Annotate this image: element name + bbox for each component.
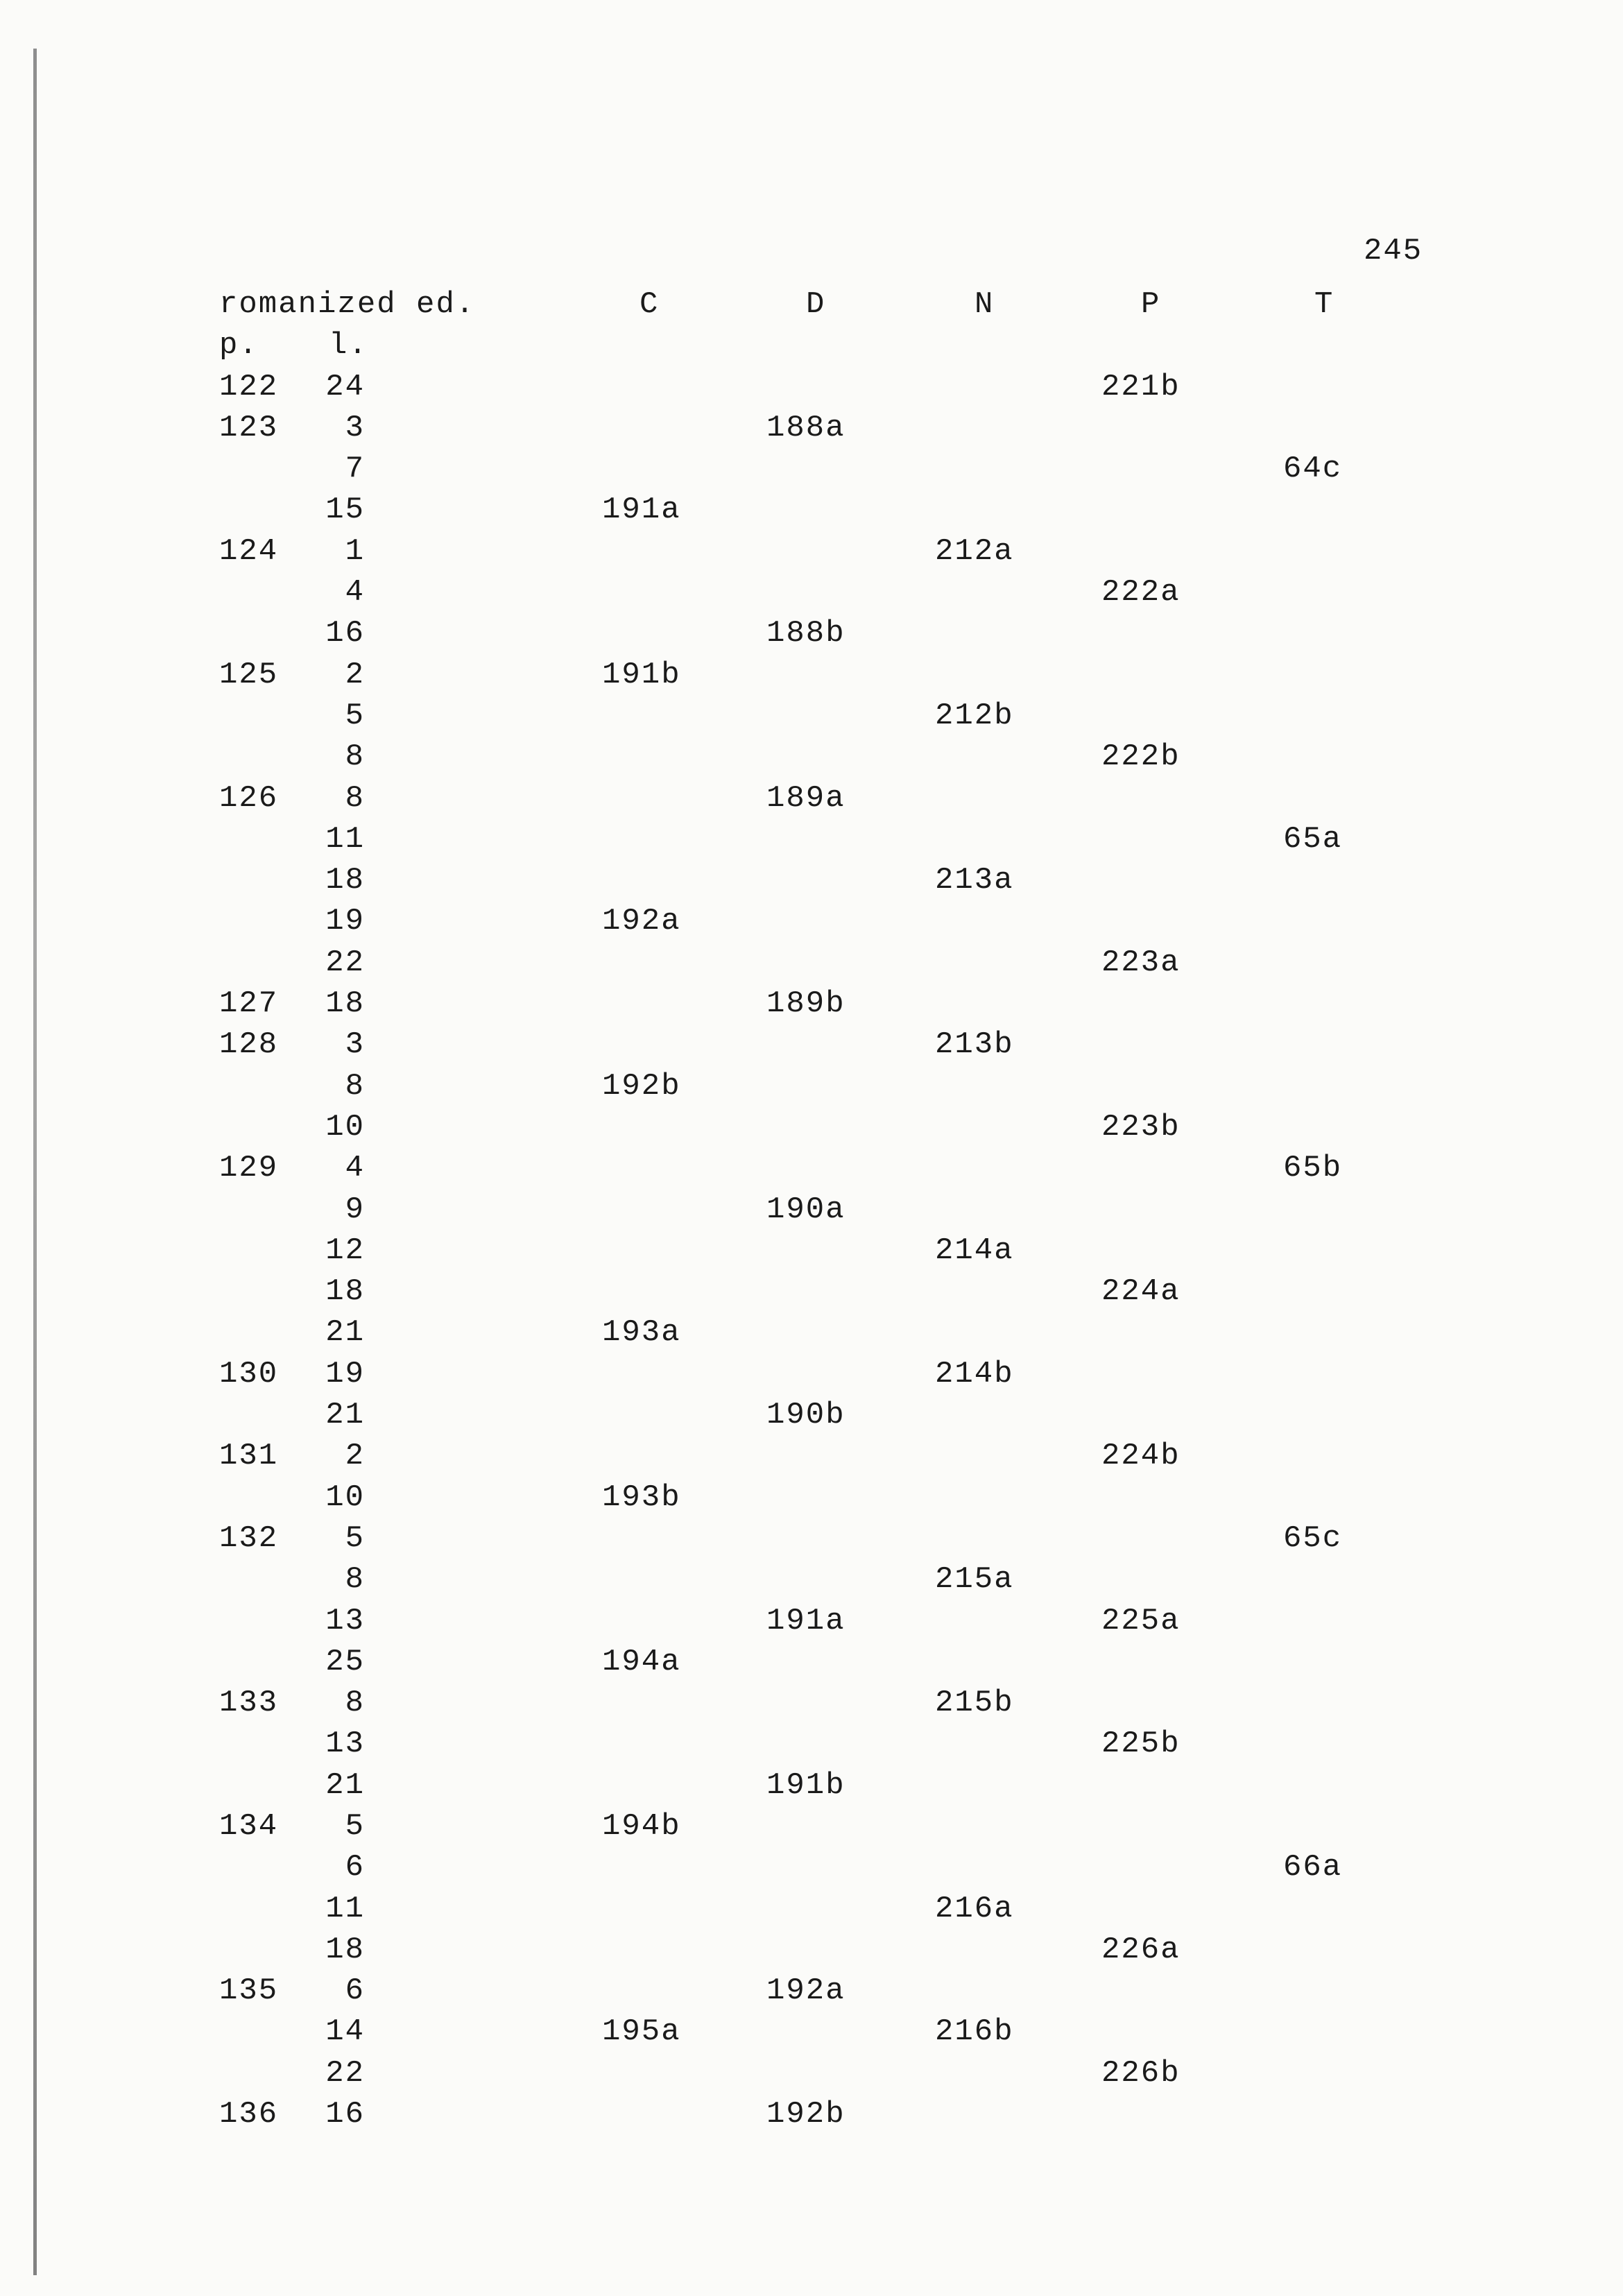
cell-n: 215b bbox=[935, 1686, 1014, 1721]
table-row bbox=[0, 1477, 1623, 1518]
row-line: 11 bbox=[325, 1891, 365, 1926]
table-row bbox=[0, 819, 1623, 860]
table-row bbox=[0, 449, 1623, 490]
cell-p: 221b bbox=[1101, 369, 1180, 404]
row-line: 8 bbox=[345, 1562, 365, 1597]
cell-d: 188b bbox=[766, 616, 845, 651]
subheader-page: p. bbox=[219, 328, 259, 363]
header-col-c: C bbox=[639, 287, 660, 322]
header-col-p: P bbox=[1141, 287, 1161, 322]
cell-p: 223b bbox=[1101, 1109, 1180, 1145]
row-line: 10 bbox=[325, 1109, 365, 1145]
cell-p: 222b bbox=[1101, 739, 1180, 775]
row-page: 122 bbox=[219, 369, 279, 404]
row-line: 8 bbox=[345, 780, 365, 816]
row-line: 9 bbox=[345, 1192, 365, 1227]
table-row bbox=[0, 1889, 1623, 1930]
table-row bbox=[0, 2053, 1623, 2094]
table-row bbox=[0, 572, 1623, 613]
header-col-d: D bbox=[806, 287, 826, 322]
row-line: 2 bbox=[345, 657, 365, 692]
cell-p: 225a bbox=[1101, 1603, 1180, 1638]
table-row bbox=[0, 1271, 1623, 1312]
row-line: 10 bbox=[325, 1480, 365, 1515]
header-col-t: T bbox=[1314, 287, 1334, 322]
row-page: 128 bbox=[219, 1027, 279, 1063]
cell-d: 192b bbox=[766, 2097, 845, 2132]
table-row bbox=[0, 1930, 1623, 1971]
row-page: 133 bbox=[219, 1686, 279, 1721]
row-page: 136 bbox=[219, 2097, 279, 2132]
table-row bbox=[0, 2094, 1623, 2135]
row-line: 8 bbox=[345, 1068, 365, 1104]
row-line: 25 bbox=[325, 1644, 365, 1679]
row-line: 19 bbox=[325, 1356, 365, 1391]
row-line: 12 bbox=[325, 1233, 365, 1268]
row-page: 124 bbox=[219, 533, 279, 569]
header-col-n: N bbox=[974, 287, 995, 322]
table-row bbox=[0, 943, 1623, 984]
table-row bbox=[0, 1231, 1623, 1271]
cell-n: 216a bbox=[935, 1891, 1014, 1926]
table-row bbox=[0, 1642, 1623, 1683]
table-row bbox=[0, 1190, 1623, 1231]
header-row bbox=[0, 284, 1623, 325]
subheader-row bbox=[0, 325, 1623, 366]
cell-d: 190a bbox=[766, 1192, 845, 1227]
row-line: 14 bbox=[325, 2014, 365, 2050]
cell-t: 65c bbox=[1283, 1520, 1343, 1556]
row-page: 130 bbox=[219, 1356, 279, 1391]
row-line: 24 bbox=[325, 369, 365, 404]
cell-d: 189b bbox=[766, 986, 845, 1022]
cell-p: 222a bbox=[1101, 575, 1180, 610]
cell-p: 225b bbox=[1101, 1727, 1180, 1762]
table-row bbox=[0, 408, 1623, 449]
row-line: 19 bbox=[325, 904, 365, 939]
row-line: 18 bbox=[325, 1932, 365, 1967]
table-row bbox=[0, 531, 1623, 572]
cell-c: 195a bbox=[602, 2014, 681, 2050]
cell-n: 214a bbox=[935, 1233, 1014, 1268]
row-line: 5 bbox=[345, 1520, 365, 1556]
row-line: 5 bbox=[345, 1808, 365, 1844]
row-line: 13 bbox=[325, 1603, 365, 1638]
table-row bbox=[0, 1395, 1623, 1436]
row-line: 21 bbox=[325, 1398, 365, 1433]
concordance-table bbox=[0, 284, 1623, 2135]
table-row bbox=[0, 1806, 1623, 1847]
row-line: 5 bbox=[345, 698, 365, 733]
cell-p: 224a bbox=[1101, 1274, 1180, 1310]
table-row bbox=[0, 1683, 1623, 1724]
table-row bbox=[0, 1354, 1623, 1395]
row-line: 11 bbox=[325, 821, 365, 857]
cell-c: 191a bbox=[602, 492, 681, 528]
cell-p: 224b bbox=[1101, 1439, 1180, 1474]
table-body bbox=[0, 367, 1623, 2136]
table-row bbox=[0, 2012, 1623, 2053]
row-page: 129 bbox=[219, 1151, 279, 1186]
table-row bbox=[0, 696, 1623, 737]
table-row bbox=[0, 490, 1623, 531]
cell-c: 194a bbox=[602, 1644, 681, 1679]
cell-c: 193a bbox=[602, 1315, 681, 1351]
cell-c: 192a bbox=[602, 904, 681, 939]
row-page: 131 bbox=[219, 1439, 279, 1474]
cell-t: 64c bbox=[1283, 452, 1343, 487]
cell-t: 65b bbox=[1283, 1151, 1343, 1186]
cell-n: 213b bbox=[935, 1027, 1014, 1063]
row-page: 132 bbox=[219, 1520, 279, 1556]
table-row bbox=[0, 1025, 1623, 1065]
table-row bbox=[0, 1559, 1623, 1600]
table-row bbox=[0, 1847, 1623, 1888]
table-row bbox=[0, 613, 1623, 654]
cell-t: 65a bbox=[1283, 821, 1343, 857]
row-line: 21 bbox=[325, 1767, 365, 1803]
row-page: 134 bbox=[219, 1808, 279, 1844]
row-line: 22 bbox=[325, 945, 365, 980]
row-line: 18 bbox=[325, 986, 365, 1022]
row-line: 15 bbox=[325, 492, 365, 528]
table-row bbox=[0, 860, 1623, 901]
cell-n: 214b bbox=[935, 1356, 1014, 1391]
row-page: 126 bbox=[219, 780, 279, 816]
row-line: 4 bbox=[345, 575, 365, 610]
row-line: 16 bbox=[325, 616, 365, 651]
table-row bbox=[0, 1312, 1623, 1353]
row-line: 3 bbox=[345, 1027, 365, 1063]
cell-t: 66a bbox=[1283, 1850, 1343, 1885]
table-row bbox=[0, 984, 1623, 1025]
cell-n: 213a bbox=[935, 863, 1014, 898]
cell-d: 191a bbox=[766, 1603, 845, 1638]
table-row bbox=[0, 367, 1623, 408]
table-row bbox=[0, 1107, 1623, 1148]
table-row bbox=[0, 901, 1623, 942]
cell-n: 212b bbox=[935, 698, 1014, 733]
cell-p: 226b bbox=[1101, 2055, 1180, 2091]
table-row bbox=[0, 737, 1623, 778]
table-row bbox=[0, 1724, 1623, 1765]
cell-c: 194b bbox=[602, 1808, 681, 1844]
row-line: 21 bbox=[325, 1315, 365, 1351]
cell-c: 191b bbox=[602, 657, 681, 692]
table-row bbox=[0, 1601, 1623, 1642]
cell-p: 226a bbox=[1101, 1932, 1180, 1967]
cell-c: 192b bbox=[602, 1068, 681, 1104]
cell-n: 216b bbox=[935, 2014, 1014, 2050]
row-line: 13 bbox=[325, 1727, 365, 1762]
cell-d: 192a bbox=[766, 1973, 845, 2009]
cell-c: 193b bbox=[602, 1480, 681, 1515]
cell-n: 212a bbox=[935, 533, 1014, 569]
row-page: 135 bbox=[219, 1973, 279, 2009]
table-row bbox=[0, 1436, 1623, 1477]
row-page: 127 bbox=[219, 986, 279, 1022]
row-line: 7 bbox=[345, 452, 365, 487]
row-line: 8 bbox=[345, 1686, 365, 1721]
row-line: 1 bbox=[345, 533, 365, 569]
cell-d: 188a bbox=[766, 410, 845, 445]
table-row bbox=[0, 1148, 1623, 1189]
table-row bbox=[0, 1971, 1623, 2012]
cell-d: 191b bbox=[766, 1767, 845, 1803]
table-row bbox=[0, 1518, 1623, 1559]
table-row bbox=[0, 655, 1623, 696]
row-line: 6 bbox=[345, 1973, 365, 2009]
header-romanized-ed: romanized ed. bbox=[219, 287, 476, 322]
row-line: 3 bbox=[345, 410, 365, 445]
row-page: 125 bbox=[219, 657, 279, 692]
table-row bbox=[0, 778, 1623, 819]
subheader-line: l. bbox=[329, 328, 368, 363]
row-line: 8 bbox=[345, 739, 365, 775]
cell-n: 215a bbox=[935, 1562, 1014, 1597]
row-line: 2 bbox=[345, 1439, 365, 1474]
row-line: 16 bbox=[325, 2097, 365, 2132]
page-number: 245 bbox=[1364, 234, 1423, 268]
cell-p: 223a bbox=[1101, 945, 1180, 980]
row-line: 18 bbox=[325, 1274, 365, 1310]
row-line: 18 bbox=[325, 863, 365, 898]
cell-d: 190b bbox=[766, 1398, 845, 1433]
row-line: 6 bbox=[345, 1850, 365, 1885]
table-row bbox=[0, 1066, 1623, 1107]
cell-d: 189a bbox=[766, 780, 845, 816]
row-line: 22 bbox=[325, 2055, 365, 2091]
table-row bbox=[0, 1765, 1623, 1806]
row-line: 4 bbox=[345, 1151, 365, 1186]
row-page: 123 bbox=[219, 410, 279, 445]
